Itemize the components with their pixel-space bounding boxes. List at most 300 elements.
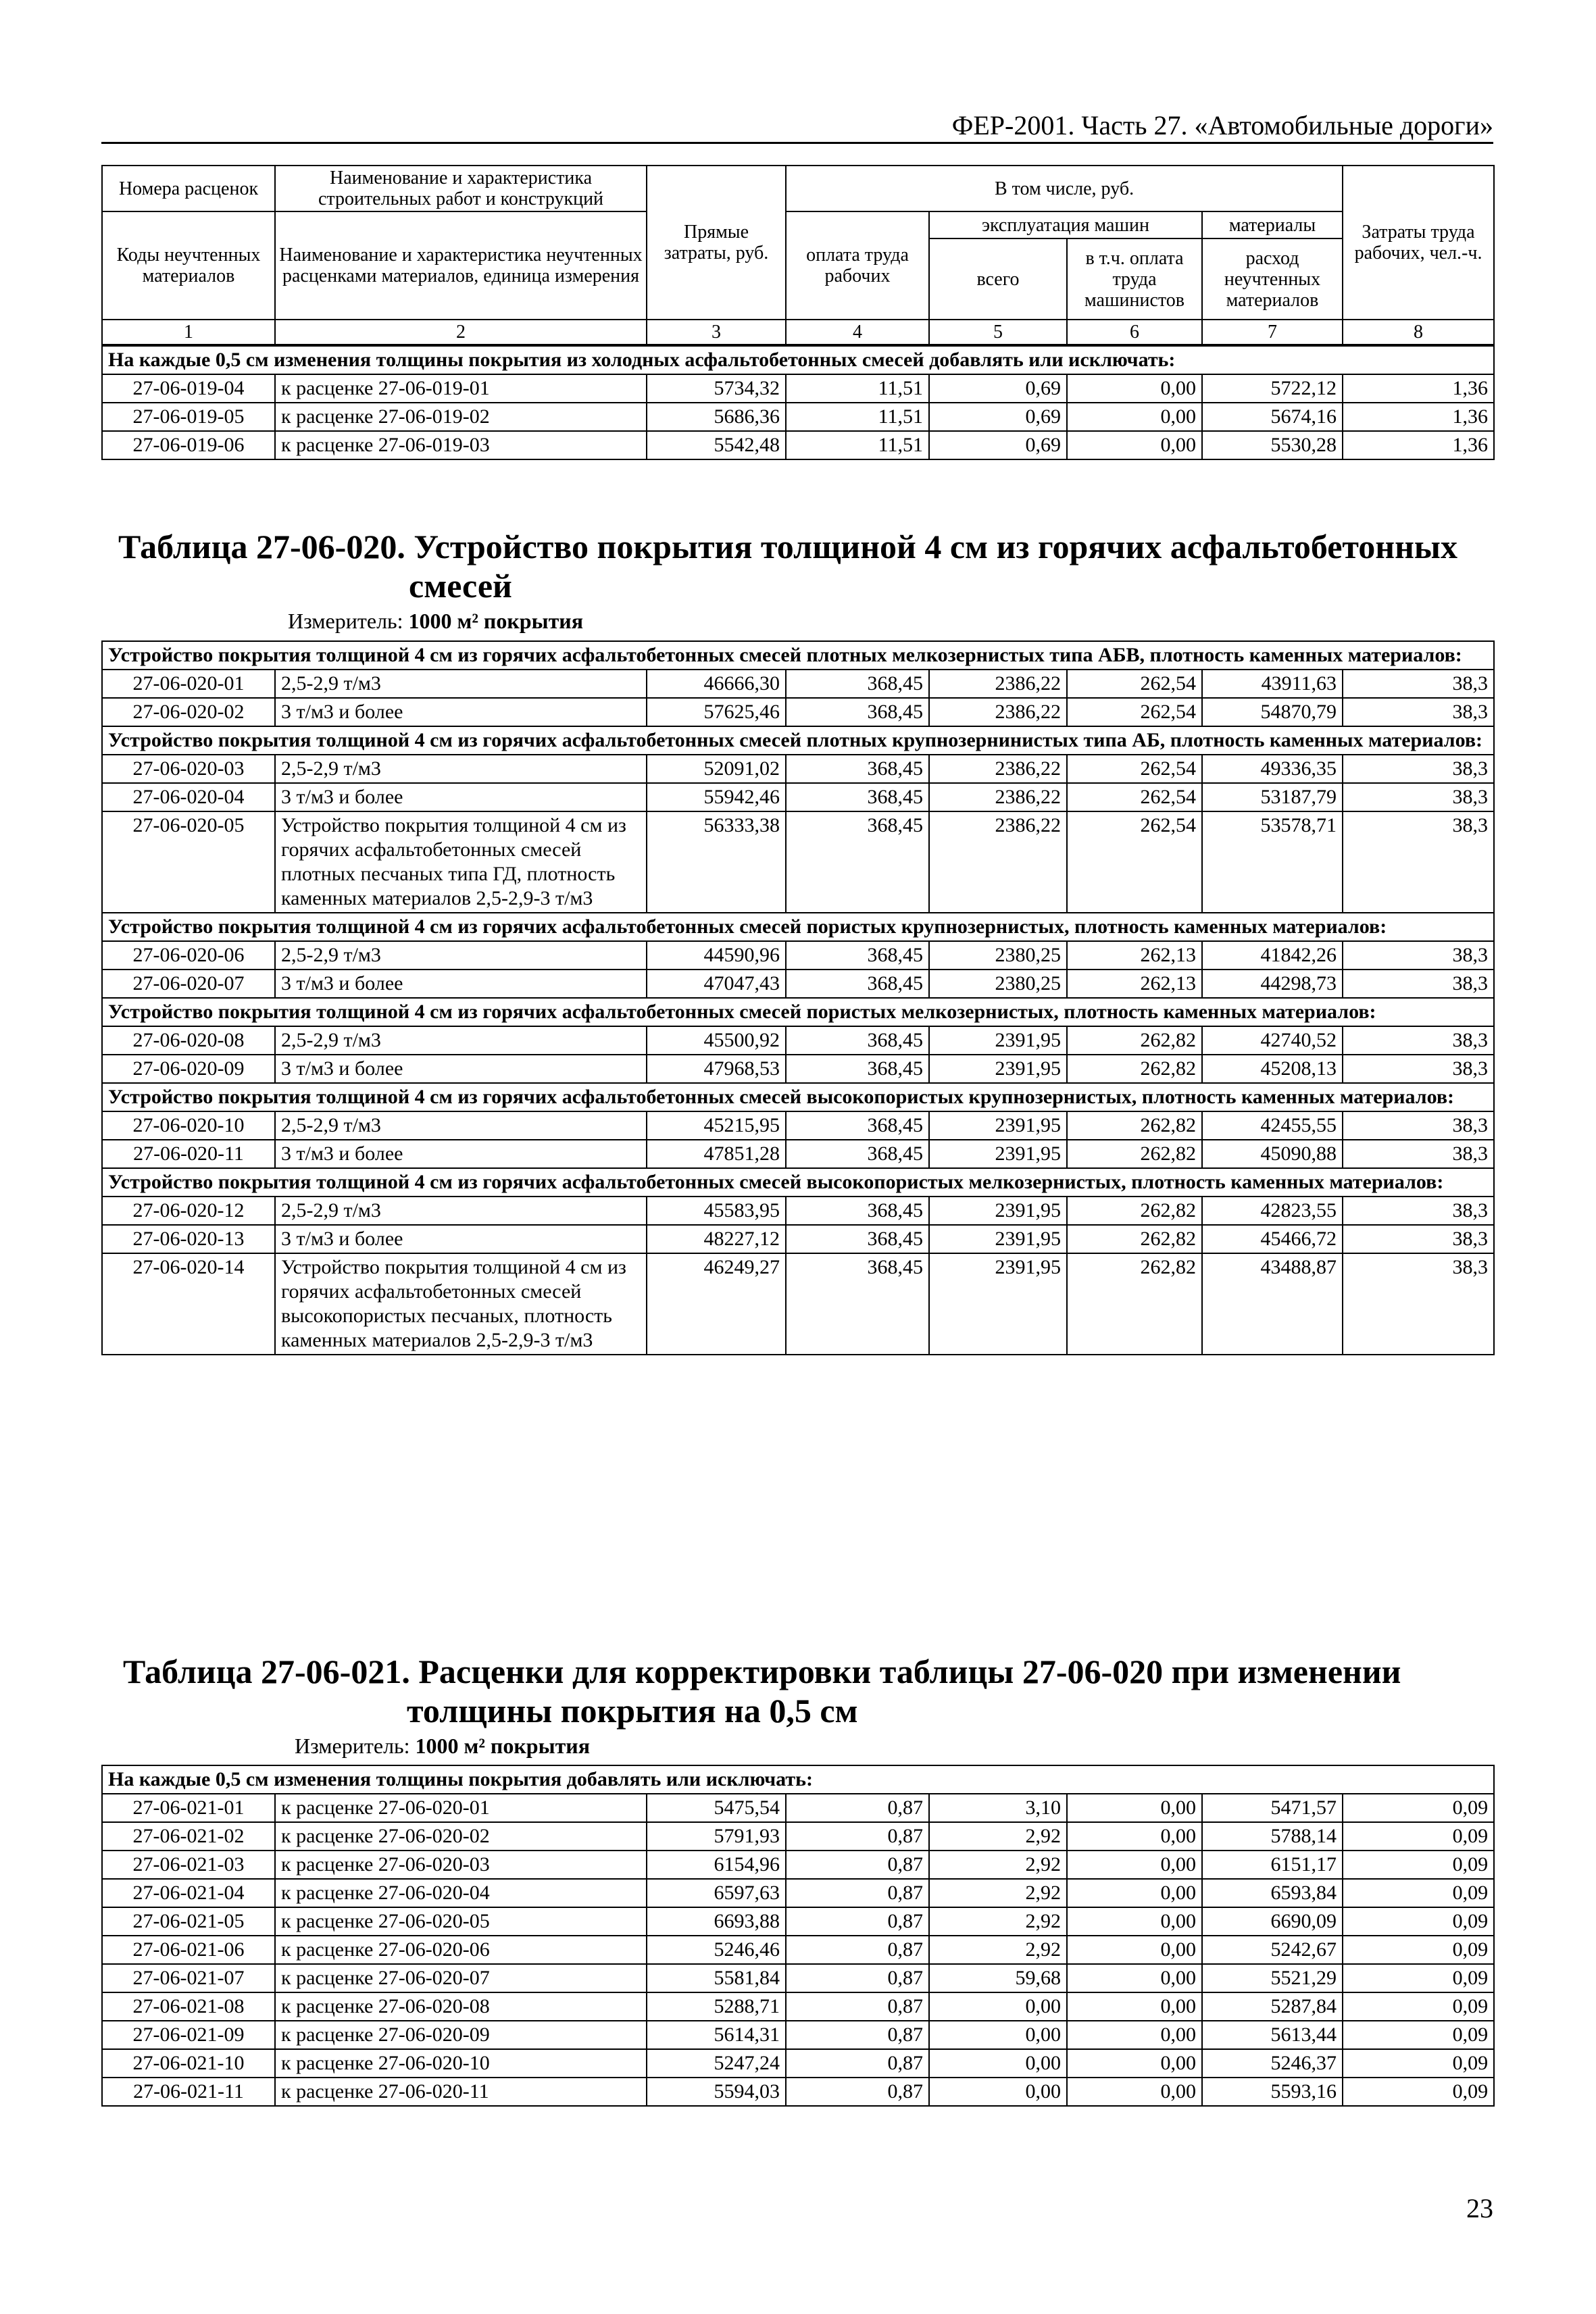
col5-header: всего (929, 238, 1067, 320)
rate-name: 2,5-2,9 т/м3 (275, 1197, 647, 1225)
rate-code: 27-06-020-03 (102, 755, 275, 783)
rate-name: 2,5-2,9 т/м3 (275, 1111, 647, 1140)
labor-hours: 38,3 (1343, 755, 1494, 783)
direct-cost: 45500,92 (647, 1026, 786, 1055)
table-row (102, 403, 1494, 431)
table-020-title-line2: смесей (409, 567, 512, 605)
table-row (102, 431, 1494, 459)
labor-hours: 1,36 (1343, 431, 1494, 459)
table-row (102, 1197, 1494, 1225)
labor-hours: 0,09 (1343, 1851, 1494, 1879)
machinist-pay: 262,82 (1067, 1225, 1202, 1253)
meter-value: 1000 м² покрытия (415, 1734, 591, 1758)
materials-cost: 41842,26 (1202, 941, 1343, 970)
machinist-pay: 262,54 (1067, 811, 1202, 913)
machinist-pay: 262,82 (1067, 1197, 1202, 1225)
rate-name: 3 т/м3 и более (275, 970, 647, 998)
labor-pay: 368,45 (786, 755, 929, 783)
table-020-title-line1: Таблица 27-06-020. Устройство покрытия толщиной 4 см из горячих асфальтобетонных (118, 528, 1457, 565)
table-row (102, 1253, 1494, 1355)
col-num-2: 2 (275, 320, 647, 345)
rate-code: 27-06-021-11 (102, 2078, 275, 2106)
machinist-pay: 0,00 (1067, 1822, 1202, 1851)
direct-cost: 5288,71 (647, 1992, 786, 2021)
table-row (102, 2078, 1494, 2106)
machines-total: 2391,95 (929, 1140, 1067, 1168)
table-row (102, 1794, 1494, 1822)
rate-name: к расценке 27-06-020-09 (275, 2021, 647, 2049)
rate-code: 27-06-021-06 (102, 1936, 275, 1964)
machinist-pay: 0,00 (1067, 2078, 1202, 2106)
machinist-pay: 262,54 (1067, 670, 1202, 698)
direct-cost: 6154,96 (647, 1851, 786, 1879)
table-row (102, 1822, 1494, 1851)
machinist-pay: 0,00 (1067, 1879, 1202, 1907)
machines-total: 2391,95 (929, 1225, 1067, 1253)
rate-name: к расценке 27-06-020-07 (275, 1964, 647, 1992)
machines-total: 2386,22 (929, 698, 1067, 726)
labor-pay: 0,87 (786, 2078, 929, 2106)
rate-name: к расценке 27-06-020-08 (275, 1992, 647, 2021)
materials-cost: 5674,16 (1202, 403, 1343, 431)
labor-hours: 38,3 (1343, 1197, 1494, 1225)
col2-top: Наименование и характеристика строительных работ и конструкций (275, 166, 647, 211)
section-heading: Устройство покрытия толщиной 4 см из горячих асфальтобетонных смесей высокопористых крупнозернистых, плотность каменных материалов: (102, 1083, 1494, 1111)
table-row (102, 1936, 1494, 1964)
labor-pay: 368,45 (786, 670, 929, 698)
machinist-pay: 262,54 (1067, 783, 1202, 811)
labor-pay: 368,45 (786, 1026, 929, 1055)
materials-cost: 5722,12 (1202, 374, 1343, 403)
labor-pay: 11,51 (786, 374, 929, 403)
labor-hours: 38,3 (1343, 1253, 1494, 1355)
table-020-meter (288, 608, 583, 634)
machines-total: 0,69 (929, 403, 1067, 431)
rate-code: 27-06-020-02 (102, 698, 275, 726)
rate-name: к расценке 27-06-020-11 (275, 2078, 647, 2106)
table-row (102, 941, 1494, 970)
materials-cost: 43488,87 (1202, 1253, 1343, 1355)
rate-code: 27-06-021-03 (102, 1851, 275, 1879)
labor-pay: 368,45 (786, 941, 929, 970)
machines-total: 2,92 (929, 1879, 1067, 1907)
machines-total: 0,00 (929, 2021, 1067, 2049)
labor-pay: 0,87 (786, 1822, 929, 1851)
table-row (102, 698, 1494, 726)
col-num-5: 5 (929, 320, 1067, 345)
table-row (102, 1992, 1494, 2021)
machines-header: эксплуатация машин (929, 211, 1202, 238)
table-020-body (101, 640, 1495, 1355)
direct-cost: 56333,38 (647, 811, 786, 913)
rate-name: 2,5-2,9 т/м3 (275, 941, 647, 970)
rate-code: 27-06-021-05 (102, 1907, 275, 1936)
labor-hours: 38,3 (1343, 941, 1494, 970)
rate-name: к расценке 27-06-020-10 (275, 2049, 647, 2078)
labor-hours: 0,09 (1343, 1794, 1494, 1822)
labor-hours: 0,09 (1343, 2049, 1494, 2078)
rate-code: 27-06-020-14 (102, 1253, 275, 1355)
col8-header: Затраты труда рабочих, чел.-ч. (1343, 166, 1494, 320)
materials-cost: 45090,88 (1202, 1140, 1343, 1168)
rate-name: к расценке 27-06-020-01 (275, 1794, 647, 1822)
rate-name: к расценке 27-06-019-01 (275, 374, 647, 403)
table-row (102, 1055, 1494, 1083)
meter-label: Измеритель: (288, 609, 403, 633)
rate-code: 27-06-021-04 (102, 1879, 275, 1907)
rate-code: 27-06-021-07 (102, 1964, 275, 1992)
table-row (102, 755, 1494, 783)
materials-cost: 5242,67 (1202, 1936, 1343, 1964)
labor-pay: 368,45 (786, 1197, 929, 1225)
section-heading: На каждые 0,5 см изменения толщины покрытия из холодных асфальтобетонных смесей добавлять или исключать: (102, 346, 1494, 374)
table-row (102, 1964, 1494, 1992)
labor-hours: 38,3 (1343, 1026, 1494, 1055)
table-row (102, 1907, 1494, 1936)
labor-pay: 0,87 (786, 1992, 929, 2021)
table-021-block (101, 1765, 1493, 2107)
section-heading: Устройство покрытия толщиной 4 см из горячих асфальтобетонных смесей высокопористых мелкозернистых, плотность каменных материалов: (102, 1168, 1494, 1197)
col6-header: в т.ч. оплата труда машинистов (1067, 238, 1202, 320)
col7-header: расход неучтенных материалов (1202, 238, 1343, 320)
table-row (102, 970, 1494, 998)
machines-total: 0,00 (929, 2049, 1067, 2078)
rate-code: 27-06-020-11 (102, 1140, 275, 1168)
materials-cost: 49336,35 (1202, 755, 1343, 783)
col-num-8: 8 (1343, 320, 1494, 345)
table-row (102, 2049, 1494, 2078)
materials-cost: 5246,37 (1202, 2049, 1343, 2078)
col-num-4: 4 (786, 320, 929, 345)
table-row (102, 1225, 1494, 1253)
direct-cost: 44590,96 (647, 941, 786, 970)
materials-cost: 45466,72 (1202, 1225, 1343, 1253)
rate-name: к расценке 27-06-020-03 (275, 1851, 647, 1879)
labor-pay: 368,45 (786, 1111, 929, 1140)
machines-total: 59,68 (929, 1964, 1067, 1992)
direct-cost: 47047,43 (647, 970, 786, 998)
labor-hours: 38,3 (1343, 1111, 1494, 1140)
rate-code: 27-06-021-10 (102, 2049, 275, 2078)
direct-cost: 47968,53 (647, 1055, 786, 1083)
table-row (102, 1851, 1494, 1879)
direct-cost: 52091,02 (647, 755, 786, 783)
section-heading: Устройство покрытия толщиной 4 см из горячих асфальтобетонных смесей плотных крупнозернинистых типа АБ, плотность каменных материалов: (102, 726, 1494, 755)
rate-code: 27-06-019-06 (102, 431, 275, 459)
machines-total: 2391,95 (929, 1197, 1067, 1225)
direct-cost: 5686,36 (647, 403, 786, 431)
running-header: ФЕР-2001. Часть 27. «Автомобильные дороги» (951, 110, 1493, 141)
table-row (102, 1026, 1494, 1055)
direct-cost: 46249,27 (647, 1253, 786, 1355)
rate-name: 2,5-2,9 т/м3 (275, 670, 647, 698)
labor-hours: 38,3 (1343, 698, 1494, 726)
col3-header: Прямые затраты, руб. (647, 166, 786, 320)
table-021-title (123, 1652, 1401, 1730)
machinist-pay: 0,00 (1067, 1936, 1202, 1964)
machines-total: 2,92 (929, 1851, 1067, 1879)
machines-total: 2386,22 (929, 811, 1067, 913)
rate-code: 27-06-021-01 (102, 1794, 275, 1822)
table-row (102, 811, 1494, 913)
materials-cost: 5593,16 (1202, 2078, 1343, 2106)
col4-header: оплата труда рабочих (786, 211, 929, 320)
table-row (102, 783, 1494, 811)
rate-name: 3 т/м3 и более (275, 1055, 647, 1083)
labor-pay: 0,87 (786, 2021, 929, 2049)
labor-pay: 0,87 (786, 2049, 929, 2078)
table-row (102, 2021, 1494, 2049)
machinist-pay: 262,54 (1067, 698, 1202, 726)
section-heading: Устройство покрытия толщиной 4 см из горячих асфальтобетонных смесей пористых мелкозернистых, плотность каменных материалов: (102, 998, 1494, 1026)
machinist-pay: 0,00 (1067, 403, 1202, 431)
labor-hours: 38,3 (1343, 1140, 1494, 1168)
machines-total: 0,00 (929, 2078, 1067, 2106)
rate-name: к расценке 27-06-020-02 (275, 1822, 647, 1851)
rate-name: 3 т/м3 и более (275, 698, 647, 726)
col-num-7: 7 (1202, 320, 1343, 345)
labor-pay: 368,45 (786, 1140, 929, 1168)
table-row (102, 1140, 1494, 1168)
machinist-pay: 262,13 (1067, 941, 1202, 970)
labor-hours: 38,3 (1343, 1225, 1494, 1253)
labor-pay: 368,45 (786, 1253, 929, 1355)
table-021-body (101, 1765, 1495, 2107)
rate-code: 27-06-021-02 (102, 1822, 275, 1851)
machinist-pay: 262,82 (1067, 1140, 1202, 1168)
labor-pay: 368,45 (786, 783, 929, 811)
table-021-title-line1: Таблица 27-06-021. Расценки для корректировки таблицы 27-06-020 при изменении (123, 1653, 1401, 1690)
direct-cost: 45583,95 (647, 1197, 786, 1225)
rate-code: 27-06-020-05 (102, 811, 275, 913)
machines-total: 0,69 (929, 374, 1067, 403)
machines-total: 2386,22 (929, 670, 1067, 698)
labor-pay: 368,45 (786, 698, 929, 726)
incl-header: В том числе, руб. (786, 166, 1343, 211)
rate-name: к расценке 27-06-019-03 (275, 431, 647, 459)
rate-code: 27-06-020-08 (102, 1026, 275, 1055)
section-heading: На каждые 0,5 см изменения толщины покрытия добавлять или исключать: (102, 1765, 1494, 1794)
direct-cost: 47851,28 (647, 1140, 786, 1168)
labor-pay: 368,45 (786, 970, 929, 998)
rate-name: 2,5-2,9 т/м3 (275, 1026, 647, 1055)
col1-bottom: Коды неучтенных материалов (102, 211, 275, 320)
direct-cost: 5247,24 (647, 2049, 786, 2078)
section-heading: Устройство покрытия толщиной 4 см из горячих асфальтобетонных смесей пористых крупнозернистых, плотность каменных материалов: (102, 913, 1494, 941)
labor-hours: 0,09 (1343, 1907, 1494, 1936)
rate-name: 3 т/м3 и более (275, 783, 647, 811)
machinist-pay: 262,82 (1067, 1111, 1202, 1140)
direct-cost: 6597,63 (647, 1879, 786, 1907)
machinist-pay: 0,00 (1067, 2049, 1202, 2078)
materials-cost: 42823,55 (1202, 1197, 1343, 1225)
rate-code: 27-06-020-09 (102, 1055, 275, 1083)
machines-total: 2380,25 (929, 970, 1067, 998)
materials-cost: 5521,29 (1202, 1964, 1343, 1992)
rate-name: к расценке 27-06-020-04 (275, 1879, 647, 1907)
meter-label: Измеритель: (295, 1734, 410, 1758)
page-number: 23 (1466, 2193, 1493, 2223)
labor-hours: 0,09 (1343, 2021, 1494, 2049)
rate-code: 27-06-020-07 (102, 970, 275, 998)
rate-code: 27-06-020-13 (102, 1225, 275, 1253)
labor-hours: 38,3 (1343, 783, 1494, 811)
machines-total: 2391,95 (929, 1111, 1067, 1140)
table-row (102, 670, 1494, 698)
machines-total: 2,92 (929, 1936, 1067, 1964)
labor-hours: 0,09 (1343, 1992, 1494, 2021)
machinist-pay: 262,82 (1067, 1055, 1202, 1083)
rate-code: 27-06-020-04 (102, 783, 275, 811)
labor-hours: 38,3 (1343, 670, 1494, 698)
materials-cost: 5788,14 (1202, 1822, 1343, 1851)
materials-cost: 42455,55 (1202, 1111, 1343, 1140)
labor-pay: 0,87 (786, 1907, 929, 1936)
rate-name: Устройство покрытия толщиной 4 см из горячих асфальтобетонных смесей высокопористых песчаных, плотность каменных материалов 2,5-2,9-3 т/м3 (275, 1253, 647, 1355)
header-rule (101, 142, 1493, 144)
machines-total: 2386,22 (929, 783, 1067, 811)
col-num-3: 3 (647, 320, 786, 345)
rate-name: Устройство покрытия толщиной 4 см из горячих асфальтобетонных смесей плотных песчаных типа ГД, плотность каменных материалов 2,5-2,9-3 т/м3 (275, 811, 647, 913)
labor-pay: 0,87 (786, 1851, 929, 1879)
labor-hours: 38,3 (1343, 1055, 1494, 1083)
direct-cost: 5614,31 (647, 2021, 786, 2049)
machines-total: 2,92 (929, 1907, 1067, 1936)
section-heading: Устройство покрытия толщиной 4 см из горячих асфальтобетонных смесей плотных мелкозернистых типа АБВ, плотность каменных материалов: (102, 641, 1494, 670)
materials-cost: 42740,52 (1202, 1026, 1343, 1055)
labor-hours: 0,09 (1343, 1822, 1494, 1851)
materials-cost: 6593,84 (1202, 1879, 1343, 1907)
materials-cost: 5287,84 (1202, 1992, 1343, 2021)
direct-cost: 48227,12 (647, 1225, 786, 1253)
rate-code: 27-06-019-04 (102, 374, 275, 403)
materials-header: материалы (1202, 211, 1343, 238)
direct-cost: 5734,32 (647, 374, 786, 403)
direct-cost: 5246,46 (647, 1936, 786, 1964)
materials-cost: 6151,17 (1202, 1851, 1343, 1879)
labor-hours: 0,09 (1343, 1879, 1494, 1907)
rate-name: к расценке 27-06-020-06 (275, 1936, 647, 1964)
materials-cost: 43911,63 (1202, 670, 1343, 698)
direct-cost: 45215,95 (647, 1111, 786, 1140)
machinist-pay: 0,00 (1067, 1964, 1202, 1992)
table-020-block (101, 640, 1493, 1355)
table-021-meter (295, 1733, 590, 1759)
rate-name: 2,5-2,9 т/м3 (275, 755, 647, 783)
labor-pay: 368,45 (786, 1225, 929, 1253)
materials-cost: 54870,79 (1202, 698, 1343, 726)
machines-total: 2386,22 (929, 755, 1067, 783)
machinist-pay: 0,00 (1067, 1851, 1202, 1879)
machinist-pay: 262,82 (1067, 1026, 1202, 1055)
machinist-pay: 0,00 (1067, 1907, 1202, 1936)
rate-code: 27-06-021-08 (102, 1992, 275, 2021)
labor-pay: 368,45 (786, 1055, 929, 1083)
labor-pay: 11,51 (786, 403, 929, 431)
direct-cost: 46666,30 (647, 670, 786, 698)
machines-total: 2380,25 (929, 941, 1067, 970)
machines-total: 0,69 (929, 431, 1067, 459)
table-019-body (101, 345, 1495, 460)
machines-total: 0,00 (929, 1992, 1067, 2021)
direct-cost: 5791,93 (647, 1822, 786, 1851)
materials-cost: 45208,13 (1202, 1055, 1343, 1083)
table-row (102, 1111, 1494, 1140)
machinist-pay: 262,54 (1067, 755, 1202, 783)
machinist-pay: 262,13 (1067, 970, 1202, 998)
machinist-pay: 0,00 (1067, 374, 1202, 403)
col-num-6: 6 (1067, 320, 1202, 345)
column-header (101, 165, 1495, 345)
labor-hours: 1,36 (1343, 403, 1494, 431)
labor-hours: 38,3 (1343, 811, 1494, 913)
rate-code: 27-06-020-12 (102, 1197, 275, 1225)
table-019-block (101, 165, 1493, 460)
col2-bottom: Наименование и характеристика неучтенных расценками материалов, единица измерения (275, 211, 647, 320)
labor-hours: 0,09 (1343, 1936, 1494, 1964)
direct-cost: 5542,48 (647, 431, 786, 459)
labor-pay: 0,87 (786, 1936, 929, 1964)
labor-pay: 0,87 (786, 1879, 929, 1907)
rate-code: 27-06-020-01 (102, 670, 275, 698)
rate-code: 27-06-020-10 (102, 1111, 275, 1140)
meter-value: 1000 м² покрытия (408, 609, 584, 633)
machinist-pay: 0,00 (1067, 2021, 1202, 2049)
col1-top: Номера расценок (102, 166, 275, 211)
machines-total: 2391,95 (929, 1253, 1067, 1355)
materials-cost: 5471,57 (1202, 1794, 1343, 1822)
labor-hours: 1,36 (1343, 374, 1494, 403)
machines-total: 2,92 (929, 1822, 1067, 1851)
machinist-pay: 0,00 (1067, 431, 1202, 459)
table-row (102, 374, 1494, 403)
rate-code: 27-06-020-06 (102, 941, 275, 970)
materials-cost: 5613,44 (1202, 2021, 1343, 2049)
direct-cost: 5581,84 (647, 1964, 786, 1992)
rate-name: к расценке 27-06-020-05 (275, 1907, 647, 1936)
materials-cost: 44298,73 (1202, 970, 1343, 998)
labor-pay: 368,45 (786, 811, 929, 913)
machinist-pay: 262,82 (1067, 1253, 1202, 1355)
table-020-title (118, 527, 1457, 605)
labor-hours: 0,09 (1343, 2078, 1494, 2106)
labor-hours: 38,3 (1343, 970, 1494, 998)
direct-cost: 55942,46 (647, 783, 786, 811)
materials-cost: 5530,28 (1202, 431, 1343, 459)
rate-name: к расценке 27-06-019-02 (275, 403, 647, 431)
rate-name: 3 т/м3 и более (275, 1225, 647, 1253)
direct-cost: 5475,54 (647, 1794, 786, 1822)
rate-code: 27-06-019-05 (102, 403, 275, 431)
machines-total: 2391,95 (929, 1055, 1067, 1083)
labor-pay: 0,87 (786, 1964, 929, 1992)
rate-code: 27-06-021-09 (102, 2021, 275, 2049)
machines-total: 3,10 (929, 1794, 1067, 1822)
materials-cost: 6690,09 (1202, 1907, 1343, 1936)
labor-pay: 0,87 (786, 1794, 929, 1822)
materials-cost: 53578,71 (1202, 811, 1343, 913)
machinist-pay: 0,00 (1067, 1992, 1202, 2021)
labor-pay: 11,51 (786, 431, 929, 459)
machinist-pay: 0,00 (1067, 1794, 1202, 1822)
table-021-title-line2: толщины покрытия на 0,5 см (407, 1692, 858, 1730)
machines-total: 2391,95 (929, 1026, 1067, 1055)
col-num-1: 1 (102, 320, 275, 345)
labor-hours: 0,09 (1343, 1964, 1494, 1992)
rate-name: 3 т/м3 и более (275, 1140, 647, 1168)
table-row (102, 1879, 1494, 1907)
direct-cost: 5594,03 (647, 2078, 786, 2106)
